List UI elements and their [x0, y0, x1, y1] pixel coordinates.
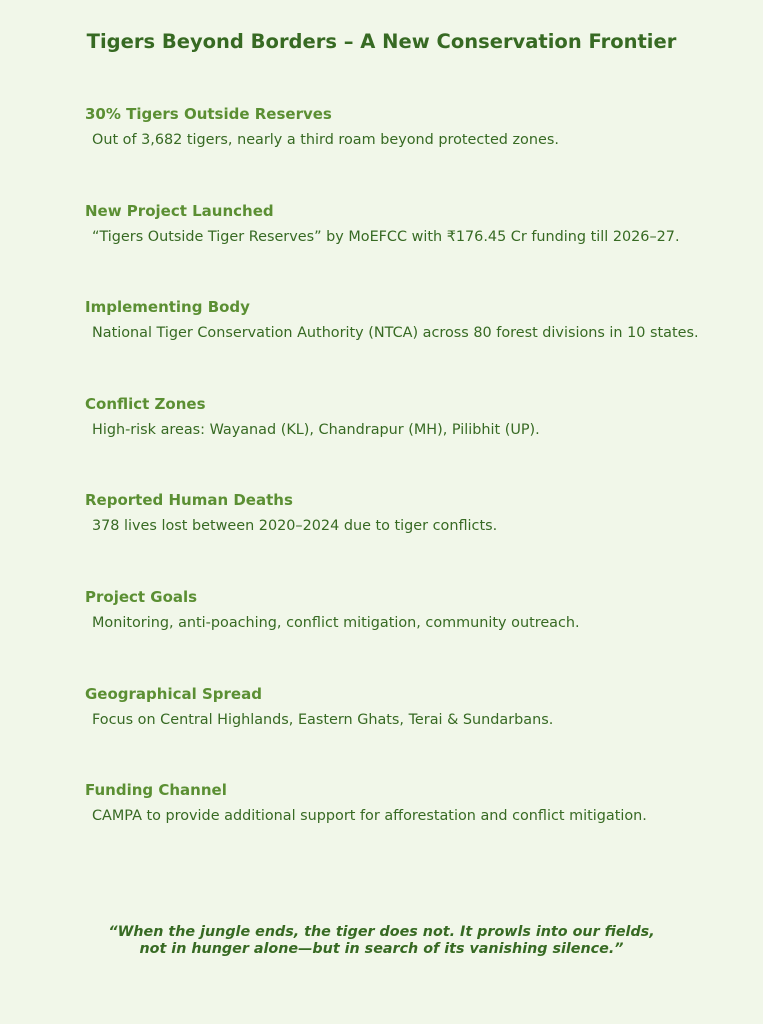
fact-section [85, 201, 745, 247]
section-text: National Tiger Conservation Authority (NTCA) across 80 forest divisions in 10 states. [92, 325, 699, 341]
section-text: 378 lives lost between 2020–2024 due to tiger conflicts. [92, 518, 498, 534]
fact-section [85, 490, 745, 536]
section-heading: New Project Launched [85, 202, 274, 220]
section-heading: Geographical Spread [85, 685, 262, 703]
fact-section [85, 297, 745, 343]
section-text: High-risk areas: Wayanad (KL), Chandrapur (MH), Pilibhit (UP). [92, 422, 540, 438]
closing-quote [0, 924, 763, 958]
section-heading: Reported Human Deaths [85, 491, 293, 509]
fact-section [85, 780, 745, 826]
section-heading: Funding Channel [85, 781, 227, 799]
section-text: Monitoring, anti-poaching, conflict mitigation, community outreach. [92, 615, 580, 631]
fact-section [85, 394, 745, 440]
fact-section [85, 587, 745, 633]
fact-section [85, 104, 745, 150]
quote-line-2: not in hunger alone—but in search of its vanishing silence.” [139, 941, 624, 957]
quote-line-1: “When the jungle ends, the tiger does not. It prowls into our fields, [108, 924, 655, 940]
section-heading: Implementing Body [85, 298, 250, 316]
section-text: “Tigers Outside Tiger Reserves” by MoEFCC with ₹176.45 Cr funding till 2026–27. [92, 229, 680, 245]
section-heading: Project Goals [85, 588, 198, 606]
section-text: Focus on Central Highlands, Eastern Ghats, Terai & Sundarbans. [92, 712, 554, 728]
fact-section [85, 684, 745, 730]
page-title: Tigers Beyond Borders – A New Conservation Frontier [86, 30, 677, 53]
section-text: CAMPA to provide additional support for afforestation and conflict mitigation. [92, 808, 647, 824]
section-heading: 30% Tigers Outside Reserves [85, 105, 332, 123]
section-text: Out of 3,682 tigers, nearly a third roam beyond protected zones. [92, 132, 559, 148]
section-heading: Conflict Zones [85, 395, 206, 413]
